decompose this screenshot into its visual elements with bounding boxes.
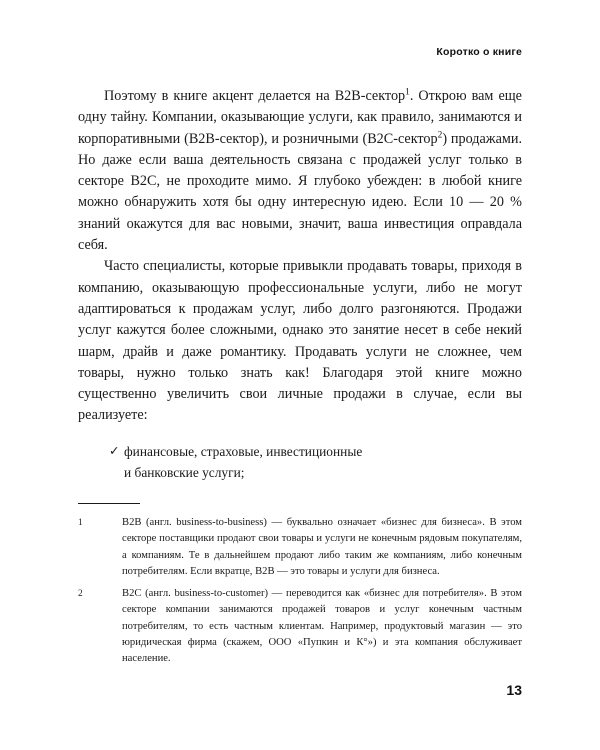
list-item bbox=[109, 441, 522, 462]
footnote-2-text: B2C (англ. business-to-customer) — переводится как «бизнес для потребителя». В этом секторе компании занимаются продажей товаров и услуг конечным частным потребителям, то есть частным клиентам. Например, продуктовый магазин — это юридическая фирма (скажем, ООО «Пупкин и К°») и эта компания обслуживает население. bbox=[122, 588, 522, 665]
footnote-1 bbox=[78, 515, 522, 580]
footnote-ref-2: 2 bbox=[437, 129, 443, 140]
list-item-line-1: финансовые, страховые, инвестиционные bbox=[124, 443, 363, 459]
footnotes bbox=[78, 503, 522, 674]
footnote-1-number: 1 bbox=[78, 518, 83, 528]
bullet-list bbox=[78, 441, 522, 483]
paragraph-1-part-c: ) продажами. Но даже если ваша деятельность связана с продажей услуг только в секторе B2C, не проходите мимо. Я глубоко убежден: в любой книге можно обнаружить хотя бы одну интересную идею. Если 10 — 20 % знаний окажутся для вас новыми, значит, ваша инвестиция оправдала себя. bbox=[78, 130, 522, 254]
paragraph-2: Часто специалисты, которые привыкли продавать товары, приходя в компанию, оказывающую профессиональные услуги, либо не могут адаптироваться к продажам услуг, либо долго разгоняются. Продажи услуг кажутся более сложными, однако это занятие несет в себе некий шарм, драйв и даже романтику. Продавать услуги не сложнее, чем товары, нужно только знать как! Благодаря этой книге можно существенно увеличить свои личные продажи в случае, если вы реализуете: bbox=[78, 258, 522, 424]
list-item-line-2: и банковские услуги; bbox=[124, 464, 245, 480]
footnote-1-text: B2B (англ. business-to-business) — буквально означает «бизнес для бизнеса». В этом секторе поставщики продают свои товары и услуги не конечным рядовым покупателям, а компаниям. Те в дальнейшем продают либо таким же компаниям, либо конечным потребителям. Если вкратце, B2B — это товары и услуги для бизнеса. bbox=[122, 517, 522, 577]
paragraph-1-part-a: Поэтому в книге акцент делается на B2B-сектор bbox=[104, 88, 406, 104]
footnote-2-number: 2 bbox=[78, 589, 83, 600]
footnote-2 bbox=[78, 586, 522, 667]
footnote-separator bbox=[78, 503, 140, 504]
footnote-ref-1: 1 bbox=[405, 87, 410, 98]
paragraph-1-part-b: . Открою вам еще одну тайну. Компании, оказывающие услуги, как правило, занимаются и корпоративными (B2B-сектор), и розничными (B2C-сектор bbox=[78, 88, 522, 147]
page-content bbox=[78, 86, 522, 483]
page-number: 13 bbox=[506, 682, 522, 698]
check-icon: ✓ bbox=[109, 443, 120, 458]
paragraph-1 bbox=[78, 86, 522, 256]
running-head: Коротко о книге bbox=[436, 46, 522, 58]
